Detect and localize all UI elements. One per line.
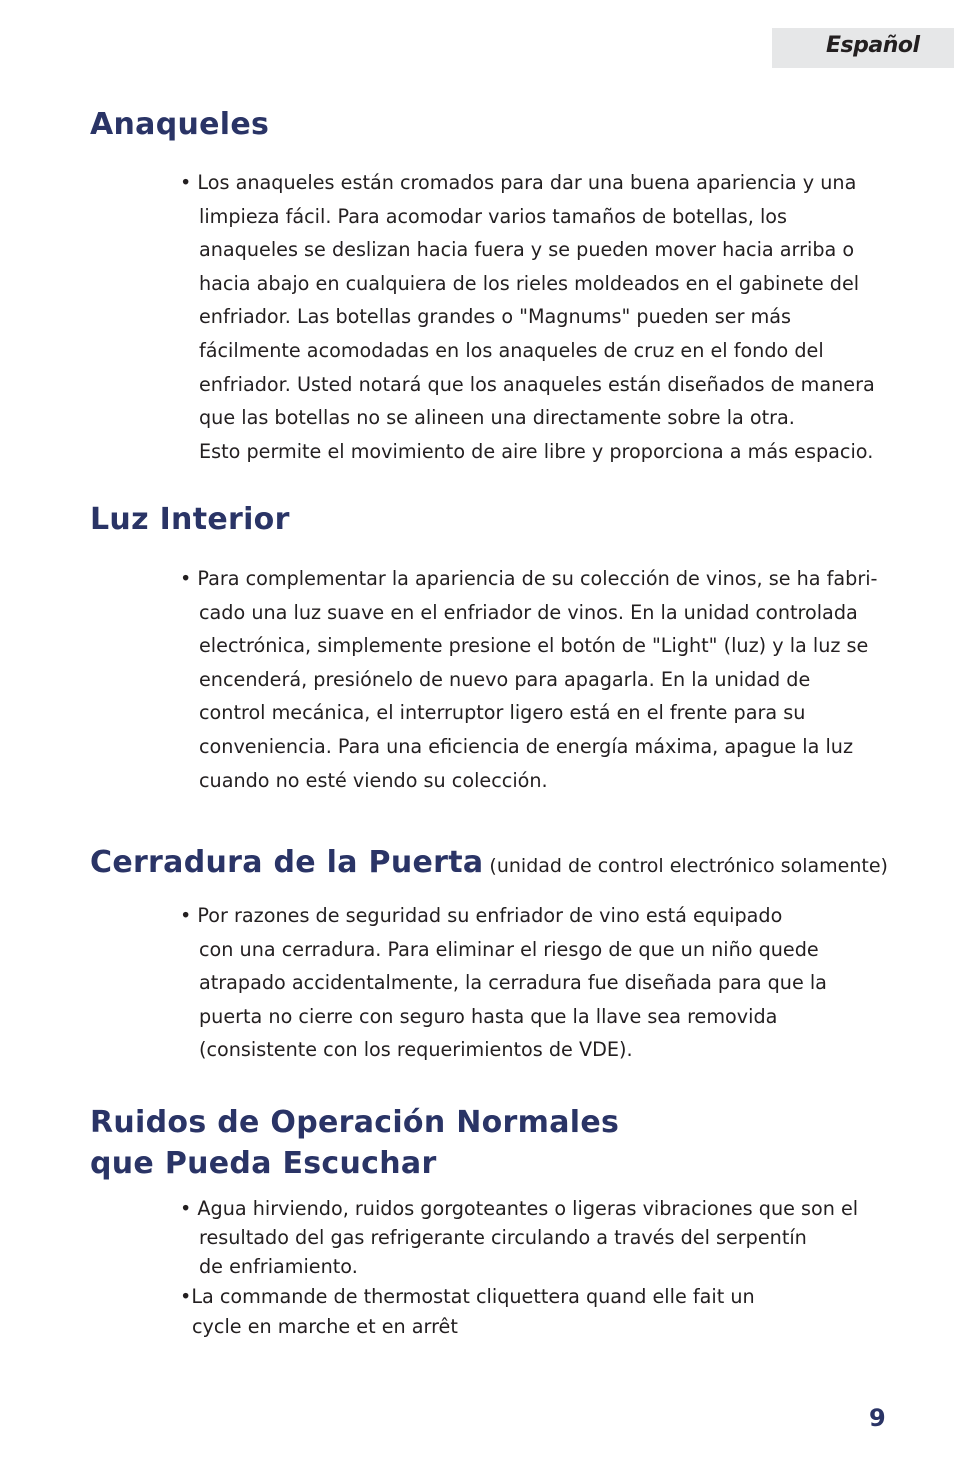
page-number: 9 [869, 1404, 886, 1432]
section-subtitle: (unidad de control electrónico solamente) [489, 855, 888, 877]
text-line: (consistente con los requerimientos de VDE). [199, 1038, 633, 1062]
text-line: que las botellas no se alineen una directamente sobre la otra. [199, 406, 795, 430]
section-title-cerradura [90, 842, 888, 887]
text-line: puerta no cierre con seguro hasta que la llave sea removida [199, 1004, 778, 1028]
text-line: cuando no esté viendo su colección. [199, 768, 548, 792]
text-line: • Por razones de seguridad su enfriador de vino está equipado [180, 904, 783, 927]
language-label: Español [826, 33, 920, 58]
section-title-text: Cerradura de la Puerta [90, 845, 484, 880]
section-title-anaqueles: Anaqueles [90, 107, 270, 142]
text-line: conveniencia. Para una eficiencia de energía máxima, apague la luz [199, 734, 854, 758]
text-line: Esto permite el movimiento de aire libre y proporciona a más espacio. [199, 439, 874, 463]
text-line: limpieza fácil. Para acomodar varios tamaños de botellas, los [199, 204, 788, 228]
text-line: cycle en marche et en arrêt [192, 1315, 458, 1338]
text-line: • Los anaqueles están cromados para dar una buena apariencia y una [180, 171, 857, 194]
text-line: enfriador. Usted notará que los anaqueles están diseñados de manera [199, 372, 875, 396]
text-line: • Agua hirviendo, ruidos gorgoteantes o ligeras vibraciones que son el [180, 1197, 859, 1220]
section-body-luz-interior [0, 562, 877, 797]
text-line: • Para complementar la apariencia de su colección de vinos, se ha fabri- [180, 567, 878, 590]
language-tab [772, 28, 954, 68]
text-line: enfriador. Las botellas grandes o "Magnums" pueden ser más [199, 305, 792, 329]
section-title-luz-interior: Luz Interior [90, 502, 290, 537]
text-line: hacia abajo en cualquiera de los rieles moldeados en el gabinete del [199, 271, 860, 295]
text-line: cado una luz suave en el enfriador de vinos. En la unidad controlada [199, 600, 858, 624]
text-line: resultado del gas refrigerante circulando a través del serpentín [199, 1226, 807, 1249]
text-line: con una cerradura. Para eliminar el riesgo de que un niño quede [199, 937, 819, 961]
text-line: de enfriamiento. [199, 1255, 358, 1278]
text-line: •La commande de thermostat cliquettera quand elle fait un [180, 1285, 755, 1308]
section-title-ruidos: Ruidos de Operación Normales [90, 1105, 620, 1140]
section-body-cerradura [0, 899, 827, 1067]
text-line: fácilmente acomodadas en los anaqueles de cruz en el fondo del [199, 338, 824, 362]
text-line: encenderá, presiónelo de nuevo para apagarla. En la unidad de [199, 667, 811, 691]
section-title-ruidos-line2: que Pueda Escuchar [90, 1146, 437, 1181]
section-body-ruidos-extra [0, 1282, 755, 1342]
text-line: electrónica, simplemente presione el botón de "Light" (luz) y la luz se [199, 634, 869, 658]
text-line: anaqueles se deslizan hacia fuera y se pueden mover hacia arriba o [199, 238, 855, 262]
section-body-ruidos [0, 1194, 858, 1281]
text-line: control mecánica, el interruptor ligero está en el frente para su [199, 701, 806, 725]
section-body-anaqueles [0, 166, 875, 468]
text-line: atrapado accidentalmente, la cerradura fue diseñada para que la [199, 971, 827, 995]
